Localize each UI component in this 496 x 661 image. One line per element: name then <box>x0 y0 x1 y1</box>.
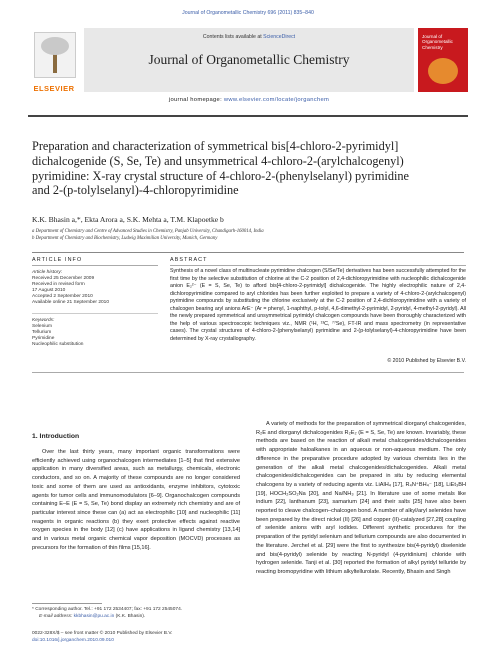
intro-left-column: Over the last thirty years, many important organic transformations were efficiently achieved using organochalcogen intermediates [1–5] that find extensive application in many diversified areas, such as metallurgy, chemicals, electronic conductors, and so on. A majority of these compounds are no longer considered toxic and some of them are used as antioxidants, enzyme inhibitors, cytotoxic agents for tumor cells and immunomodulators [6–9]. Organochalcogen compounds containing E–E (E = S, Se, Te) bond display an extremely rich chemistry and are of particular interest since these can (a) act as electrophilic [10] and nucleophilic [11] reagents in organic reactions (b) they exert protective effects against reactive oxygen species in the body [12] (c) have applications in ligand chemistry [13,14] and in various metal organic chemical vapor deposition (MOCVD) processes as precursors for the formation of thin films [15,16]. <box>32 449 240 551</box>
keyword: Tellurium <box>32 330 52 335</box>
abstract-heading: ABSTRACT <box>170 257 208 263</box>
journal-citation[interactable]: Journal of Organometallic Chemistry 696 (2011) 835–840 <box>182 10 314 16</box>
journal-title[interactable]: Journal of Organometallic Chemistry <box>148 52 350 67</box>
keywords-divider <box>32 313 158 314</box>
footnote-divider <box>32 603 102 604</box>
homepage-link[interactable]: www.elsevier.com/locate/jorganchem <box>223 97 330 103</box>
email-suffix: (K.K. Bhasin). <box>114 614 146 619</box>
article-info-heading: ARTICLE INFO <box>32 257 83 263</box>
title-line: and 2-(p-tolylselanyl)-4-chloropyrimidine <box>32 183 239 198</box>
history-item: Available online 21 September 2010 <box>32 300 109 305</box>
abstract-divider <box>170 265 466 266</box>
history-item: 17 August 2010 <box>32 288 66 293</box>
keywords-label: Keywords: <box>32 318 55 323</box>
cover-image-icon <box>428 58 458 84</box>
affiliation-a: a Department of Chemistry and Centre of Advanced Studies in Chemistry, Panjab University, Chandigarh-160014, India <box>32 229 264 234</box>
doi-link[interactable]: doi:10.1016/j.jorganchem.2010.09.010 <box>32 638 114 643</box>
journal-homepage <box>84 97 414 103</box>
email-prefix: E-mail address: <box>39 614 74 619</box>
keyword: Nucleophilic substitution <box>32 342 84 347</box>
header-divider <box>28 115 468 117</box>
history-item: Accepted 2 September 2010 <box>32 294 93 299</box>
abstract-text: Synthesis of a novel class of multinucleate pyrimidine chalcogen (S/Se/Te) derivatives has been successfully attempted for the first time by the selective substitution of chlorine at the C-2 position of 2,4-dichloropyrimidine with nucleophilic dichalcogenide anion E₂²⁻ (E = S, Se, Te) to afford bis[4-chloro-2-pyrimidyl] dichalcogenide. The highly electrophilic nature of 2,4-dichloropyrimidine compared to aryl chlorides has been further exploited to prepare a variety of 4-chloro-2-(arylchalcogenyl) pyrimidine compounds by substituting the chlorine exclusively at the C-2 position of 2,4-dichloropyrimidine with a variety of chalcogen bearing aryl anions ArE⁻ (Ar = phenyl, 1-naphthyl, p-tolyl, 4,6-dimethyl-2-pyrimidyl, 2-pyridyl, 4-methyl-2-pyridyl). All the newly prepared symmetrical and unsymmetrical pyrimidyl chalcogen compounds have been thoroughly characterized with the help of various spectroscopic techniques viz., NMR (¹H, ¹³C, ⁷⁷Se), FT-IR and mass spectrometry (in representative cases). The crystal structures of 4-chloro-2-(phenylselanyl) pyrimidine and 2-(p-tolylselanyl)-4-chloropyrimidine have been determined by X-ray crystallography. <box>170 268 466 342</box>
abstract-bottom-divider <box>32 372 464 373</box>
title-line: Preparation and characterization of symmetrical bis[4-chloro-2-pyrimidyl] <box>32 139 399 153</box>
history-label: Article history: <box>32 270 63 275</box>
article-title <box>32 139 472 198</box>
issn-line: 0022-328X/$ – see front matter © 2010 Published by Elsevier B.V. <box>32 631 173 636</box>
intro-right-column: A variety of methods for the preparation of symmetrical diorganyl chalcogenides, R₂E and diorganyl dichalcogenides R₂E₂ (E = S, Se, Te) are known. Invariably, these methods are based on the reaction of alkali metal chalcogenides/dichalcogenides with appropriate haloalkanes in an aqueous or non-aqueous medium. The only difference in the preparative procedure adopted by various chemists lies in the generation of the alkali metal chalcogenides/dichalcogenides. Alkali metal chalcogenides/dichalcogenides can be prepared in situ by reducing elemental chalcogens by a variety of reducing agents viz. LiAlH₄ [17], R₄N⁺BH₄⁻ [18], LiEt₃BH [19], HOCH₂SO₂Na [20], and Na/NH₃ [21]. In literature use of some metals like indium [22], lanthanum [23], samarium [24] and their salts [25] have also been reported to cleave chalcogen–chalcogen bond. A number of alkyl/aryl selenides have been prepared by the direct nickel (II) [26] and copper (II)-catalyzed [27,28] coupling of selenide anions with aryl iodides. Different synthetic procedures for the preparation of the pyridyl selenium and tellurium compounds are also documented in the literature. Jerchel et al. [29] were the first to synthesize bis(4-pyridyl) diselenide and bis(4-pyridyl) selenide by reacting N-pyridyl (4-pyridinium) chloride with hydrogen selenide. Tanji et al. [30] reported the formation of alkyl pyridyl telluride by reacting bromopyridine with lithium alkyltellurolate. Recently, Bhasin and Singh <box>256 421 466 575</box>
sciencedirect-link[interactable]: ScienceDirect <box>263 34 296 40</box>
homepage-prefix: journal homepage: <box>168 97 224 103</box>
info-divider <box>32 265 158 266</box>
history-item: Received in revised form <box>32 282 85 287</box>
elsevier-tree-icon <box>34 32 76 78</box>
journal-cover[interactable] <box>418 28 468 92</box>
title-line: dichalcogenide (S, Se, Te) and unsymmetrical 4-chloro-2-(arylchalcogenyl) <box>32 153 404 168</box>
elsevier-logo[interactable] <box>28 28 80 108</box>
contents-prefix: Contents lists available at <box>202 34 264 40</box>
contents-line <box>84 34 414 40</box>
journal-banner <box>28 28 468 110</box>
history-item: Received 25 December 2009 <box>32 276 95 281</box>
section-divider <box>32 252 464 253</box>
introduction-heading: 1. Introduction <box>32 433 80 440</box>
keyword: Selenium <box>32 324 52 329</box>
doi-line <box>32 638 332 644</box>
author-list: K.K. Bhasin a,*, Ekta Arora a, S.K. Mehta a, T.M. Klapoetke b <box>32 215 224 224</box>
journal-header-box <box>84 28 414 92</box>
publisher-name: ELSEVIER <box>33 84 75 93</box>
corresponding-author-note: * Corresponding author. Tel.: +91 172 2534407; fax: +91 172 2545074. <box>32 607 183 612</box>
keyword: Pyrimidine <box>32 336 55 341</box>
title-line: pyrimidine: X-ray crystal structure of 4-chloro-2-(phenylselanyl) pyrimidine <box>32 168 409 183</box>
affiliation-b: b Department of Chemistry and Biochemistry, Ludwig Maximilian University, Munich, Germany <box>32 236 218 241</box>
abstract-copyright: © 2010 Published by Elsevier B.V. <box>387 358 466 364</box>
cover-title: Journal of Organometallic Chemistry <box>422 34 453 50</box>
email-line <box>32 614 249 620</box>
email-link[interactable]: kkbhasin@pu.ac.in <box>73 614 115 619</box>
